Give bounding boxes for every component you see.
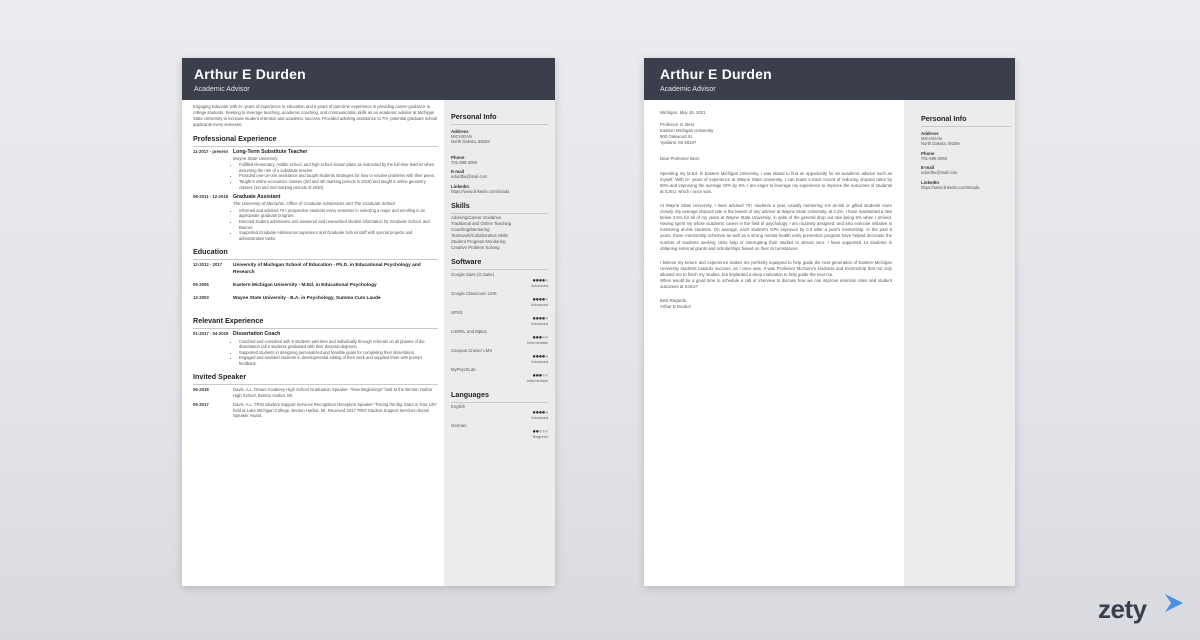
letter-title: Academic Advisor bbox=[660, 86, 716, 93]
level-dot: ● bbox=[541, 334, 545, 341]
level-dot: ● bbox=[538, 429, 542, 436]
level-dot: ● bbox=[538, 296, 542, 303]
bullet: • Supported students in designing personalized and feasible goals for completing their dissertation. bbox=[239, 350, 438, 356]
level-dot: ● bbox=[532, 372, 536, 379]
letter-header bbox=[644, 58, 1015, 100]
bullet: • Fulfilled elementary, middle school, and high school lesson plans as instructed by the full-time teacher when assuming the role of a substitute teacher bbox=[239, 162, 438, 173]
language-name: English bbox=[451, 404, 466, 410]
recipient-line: 900 Oakwood St. bbox=[660, 134, 693, 140]
experience-org: Wayne State University bbox=[233, 155, 278, 161]
education-date: 12-2012 - 2017 bbox=[193, 261, 223, 267]
level-dot: ● bbox=[535, 429, 539, 436]
section-relevant-experience: Relevant Experience bbox=[193, 315, 264, 325]
sidebar-languages: Languages bbox=[451, 389, 489, 399]
bullet: • Coached and consulted with 5 students part-time and individually through referrals on all phases of the dissertation (all 5 students graduated with their doctoral degrees). bbox=[239, 339, 438, 350]
letter-paragraph: I believe my tenure and experience makes me perfectly equipped to help guide the next generation of Eastern Michigan University students towards success, as I once was. It was Professor McGuire's kindness and mentorship that not only allowed me to finish my studies, but implanted a deep motivation to help guide the next me. When would be a good time to schedule a call or interview to discuss how we can improve retention rates and student outcomes at SJSU? bbox=[660, 259, 892, 290]
section-invited-speaker: Invited Speaker bbox=[193, 372, 247, 382]
software-level: Advanced bbox=[531, 302, 548, 307]
resume-page bbox=[182, 58, 555, 586]
relevant-role: Dissertation Coach bbox=[233, 330, 281, 337]
zety-logo: zety bbox=[1098, 594, 1147, 624]
bullet: • Supported Graduate Admissions supervisor and Graduate School staff with special projects and administrative tasks. bbox=[239, 230, 438, 241]
language-level: Beginner bbox=[532, 435, 548, 440]
linkedin-value: https://www.linkedin.com/in/ada bbox=[451, 188, 510, 194]
education-text: Eastern Michigan University - M.Ed. in Educational Psychology bbox=[233, 282, 377, 288]
experience-org: The University of Memphis, Office of Graduate Admissions and The Graduate School bbox=[233, 201, 395, 207]
software-level: Advanced bbox=[531, 283, 548, 288]
relevant-date: 01-2017 - 04-2019 bbox=[193, 330, 229, 336]
software-name: MyPsychLab bbox=[451, 366, 476, 372]
recipient-line: Ypsilanti, MI 48197 bbox=[660, 140, 697, 146]
resume-title: Academic Advisor bbox=[194, 86, 250, 93]
languages-list bbox=[451, 404, 548, 440]
divider bbox=[451, 213, 548, 214]
software-name: Google Suite (G Suite) bbox=[451, 271, 495, 277]
bullet: • Directed student admissions and answered and researched student information for Graduate School, and Banner. bbox=[239, 219, 438, 230]
level-dot: ● bbox=[544, 429, 548, 436]
level-dot: ● bbox=[541, 296, 545, 303]
level-dot: ● bbox=[538, 372, 542, 379]
education-date: 12-2003 bbox=[193, 294, 209, 300]
level-dot: ● bbox=[544, 372, 548, 379]
letter-name: Arthur E Durden bbox=[660, 66, 772, 82]
speaker-date: 06-2018 bbox=[193, 387, 209, 393]
software-level: Advanced bbox=[531, 359, 548, 364]
divider bbox=[921, 126, 1011, 127]
skill-item: Coaching/Mentoring bbox=[451, 227, 490, 233]
level-dot: ● bbox=[532, 334, 536, 341]
sidebar-personal-info: Personal Info bbox=[451, 112, 497, 121]
education-entry bbox=[193, 295, 438, 302]
software-item bbox=[451, 329, 548, 346]
skill-item: Student Progress Monitoring bbox=[451, 239, 506, 245]
level-dot: ● bbox=[535, 334, 539, 341]
skills-list bbox=[451, 215, 548, 251]
divider bbox=[193, 384, 438, 385]
resume-header bbox=[182, 58, 555, 100]
experience-role: Graduate Assistant bbox=[233, 194, 281, 201]
level-dot: ● bbox=[532, 277, 536, 284]
skill-item: Teamwork/Collaborative Skills bbox=[451, 233, 509, 239]
level-dot: ● bbox=[532, 429, 536, 436]
level-dot: ● bbox=[538, 410, 542, 417]
letter-paragraph: At Wayne State University, I have advised 70+ students a year, usually mentoring 4-6 at-risk or gifted students more closely. My average dropout rate is the lowest of any advisor at Wayne State University, at 2.2%. I have maintained a rate below 3.5% for all of my years at Wayne State University, in spite of the general drop out rate being 9% when I arrived. Having spent my whole academic career in the field of psychology, I am routinely assigned, and also exercise initiative in mentoring at-risk students. On average, each student's GPA improves by 0.3 after a year's mentorship. In the past 5 years, these mentorship schemes as well as a strong mental health early prevention program have helped decrease the number of students seeking crisis help or interrupting their studies to almost zero. I have supported 14 students in obtaining external grants and scholarships based on their circumstances. bbox=[660, 202, 892, 251]
letter-paragraphs bbox=[660, 171, 892, 291]
level-dot: ● bbox=[541, 429, 545, 436]
experience-body bbox=[233, 149, 438, 191]
language-level: Advanced bbox=[531, 416, 548, 421]
bullet: • Informed and advised 70+ prospective students every semester in selecting a major and enrolling in an appropriate graduate program. bbox=[239, 208, 438, 219]
sidebar-software: Software bbox=[451, 257, 482, 267]
divider bbox=[451, 269, 548, 270]
level-dot: ● bbox=[544, 296, 548, 303]
letter-date: Michigan, May 15, 2021 bbox=[660, 110, 706, 115]
experience-body bbox=[233, 194, 438, 241]
software-item bbox=[451, 310, 548, 327]
speaker-entry bbox=[193, 402, 438, 419]
level-dot: ● bbox=[541, 315, 545, 322]
software-level: Intermediate bbox=[526, 378, 548, 383]
letter-address-label: Address bbox=[921, 130, 939, 136]
level-dot: ● bbox=[541, 277, 545, 284]
experience-list bbox=[193, 149, 438, 242]
address-label: Address bbox=[451, 128, 469, 134]
relevant-entry bbox=[193, 331, 438, 367]
cover-letter-page bbox=[644, 58, 1015, 586]
zety-logo-icon bbox=[1163, 590, 1185, 616]
level-dot: ● bbox=[544, 334, 548, 341]
education-entry bbox=[193, 262, 438, 276]
level-dot: ● bbox=[544, 315, 548, 322]
software-list bbox=[451, 272, 548, 384]
resume-main-column bbox=[193, 104, 438, 423]
letter-recipient bbox=[660, 122, 892, 146]
speaker-text: Davis, A.L. TRIO Student Support Services Recognition Reception Speaker-"Facing the Big Giant in Your Life" held at Lake Michigan College, Benton Harbor, MI. Received 2017 TRIO Student Support Services Alumni Speaker Award. bbox=[233, 402, 438, 419]
experience-bullets bbox=[233, 208, 438, 242]
level-dot: ● bbox=[538, 315, 542, 322]
speaker-date: 05-2017 bbox=[193, 402, 209, 408]
software-name: Campus Cruiser LMS bbox=[451, 347, 493, 353]
software-item bbox=[451, 367, 548, 384]
experience-entry bbox=[193, 149, 438, 191]
level-dot: ● bbox=[541, 353, 545, 360]
skill-item: Creative Problem Solving bbox=[451, 245, 500, 251]
skill-item: Advising/Career Guidance bbox=[451, 215, 502, 221]
section-professional-experience: Professional Experience bbox=[193, 134, 277, 143]
letter-personal-info: Personal Info bbox=[921, 114, 967, 123]
experience-date: 08-2011 - 12-2016 bbox=[193, 194, 229, 200]
divider bbox=[451, 124, 548, 125]
resume-sidebar bbox=[444, 100, 555, 586]
recipient-line: Eastern Michigan University bbox=[660, 128, 714, 134]
experience-entry bbox=[193, 194, 438, 241]
level-dot: ● bbox=[538, 334, 542, 341]
letter-email-value: edurdhu@mail.com bbox=[921, 170, 958, 176]
software-level: Intermediate bbox=[526, 340, 548, 345]
letter-email-label: E-mail bbox=[921, 165, 935, 171]
divider bbox=[193, 259, 438, 260]
level-dot: ● bbox=[532, 296, 536, 303]
level-dot: ● bbox=[544, 353, 548, 360]
letter-salutation: Dear Professor Best, bbox=[660, 156, 700, 162]
level-dot: ● bbox=[532, 353, 536, 360]
education-date: 05-2005 bbox=[193, 281, 209, 287]
linkedin-label: LinkedIn bbox=[451, 183, 470, 189]
level-dot: ● bbox=[535, 315, 539, 322]
resume-summary: Engaging Educator with 6+ years of experience in education and 6 years of part-time experience in providing career guidance to college students. Seeking to leverage teaching, academic coaching, and communication skills as an academic advisor at Michigan State University to increase student retention and academic success. Provided advising assistance to 70+ potential graduate school applicants every semester. bbox=[193, 104, 438, 127]
level-dot: ● bbox=[535, 296, 539, 303]
education-list bbox=[193, 262, 438, 302]
language-item bbox=[451, 423, 548, 440]
level-dot: ● bbox=[544, 277, 548, 284]
language-name: German bbox=[451, 423, 467, 429]
level-dot: ● bbox=[535, 277, 539, 284]
education-text: Wayne State University - B.A. in Psychology, Summa Cum Laude bbox=[233, 295, 381, 301]
speaker-text: Davis, A.L. Dream Academy High School Graduation Speaker- "New Beginnings" held at the Benton Harbor High School, Benton Harbor, MI. bbox=[233, 387, 433, 398]
letter-phone-value: 701-699-3093 bbox=[921, 155, 948, 161]
software-level: Advanced bbox=[531, 321, 548, 326]
phone-label: Phone bbox=[451, 154, 465, 160]
speaker-entry bbox=[193, 387, 438, 398]
letter-phone-label: Phone bbox=[921, 150, 935, 156]
experience-role: Long-Term Substitute Teacher bbox=[233, 148, 308, 155]
letter-body bbox=[660, 110, 892, 310]
bullet: • Taught 5 online economics classes (3rd and 4th marking periods in 2018) and taught 5 online geometry classes (1st and 2nd marking periods of 2020). bbox=[239, 179, 438, 190]
level-dot: ● bbox=[535, 410, 539, 417]
bullet: • Provided one-on-one assistance and taught students strategies for how to resolve problems with their peers. bbox=[239, 173, 438, 179]
email-label: E-mail bbox=[451, 169, 465, 175]
software-name: LISREL and Mplus bbox=[451, 328, 487, 334]
address-value: MICHIGAN North Dakota, 58259 bbox=[451, 133, 490, 145]
level-dot: ● bbox=[538, 353, 542, 360]
speaker-list bbox=[193, 387, 438, 419]
letter-linkedin-value: https://www.linkedin.com/in/ada bbox=[921, 184, 980, 190]
level-dot: ● bbox=[535, 353, 539, 360]
skill-item: Traditional and Online Teaching bbox=[451, 221, 512, 227]
software-item bbox=[451, 348, 548, 365]
divider bbox=[193, 146, 438, 147]
divider bbox=[193, 328, 438, 329]
experience-date: 11-2017 - present bbox=[193, 148, 228, 154]
letter-paragraph: Spending my M.Ed. in Eastern Michigan University, I was elated to find an opportunity for an academic advisor such as myself. With 6+ years of experience at Wayne State University, I can boast a track record of reducing dropout rates by 60% and improving the average GPA by 9%. I am eager to leverage my experience to improve the outcomes of students at SJSU, which I once was. bbox=[660, 170, 892, 194]
level-dot: ● bbox=[532, 410, 536, 417]
relevant-bullets bbox=[233, 339, 438, 367]
level-dot: ● bbox=[541, 410, 545, 417]
divider bbox=[451, 402, 548, 403]
software-name: SPSS bbox=[451, 309, 463, 315]
software-item bbox=[451, 272, 548, 289]
resume-name: Arthur E Durden bbox=[194, 66, 306, 82]
letter-linkedin-label: LinkedIn bbox=[921, 179, 940, 185]
level-dot: ● bbox=[535, 372, 539, 379]
level-dot: ● bbox=[541, 372, 545, 379]
recipient-line: Professor G. Best bbox=[660, 122, 694, 128]
language-item bbox=[451, 404, 548, 421]
level-dot: ● bbox=[538, 277, 542, 284]
level-dot: ● bbox=[532, 315, 536, 322]
software-name: Google Classroom LMS bbox=[451, 290, 497, 296]
bullet: • Engaged and assisted students in developmental editing of their work and supplied them with prompt feedback. bbox=[239, 355, 438, 366]
education-entry bbox=[193, 282, 438, 289]
letter-sidebar bbox=[904, 100, 1015, 586]
letter-address-value: MICHIGAN North Dakota, 58259 bbox=[921, 135, 960, 147]
letter-closing: Best Regards, bbox=[660, 298, 688, 304]
letter-signature: Arthur E Durden bbox=[660, 304, 692, 310]
level-dot: ● bbox=[544, 410, 548, 417]
section-education: Education bbox=[193, 247, 228, 257]
software-item bbox=[451, 291, 548, 308]
education-text: University of Michigan School of Education - Ph.D. in Educational Psychology and Research bbox=[233, 262, 421, 275]
email-value: edurdhu@mail.com bbox=[451, 174, 488, 180]
phone-value: 701-699-3093 bbox=[451, 159, 478, 165]
sidebar-skills: Skills bbox=[451, 200, 470, 210]
experience-bullets bbox=[233, 162, 438, 190]
